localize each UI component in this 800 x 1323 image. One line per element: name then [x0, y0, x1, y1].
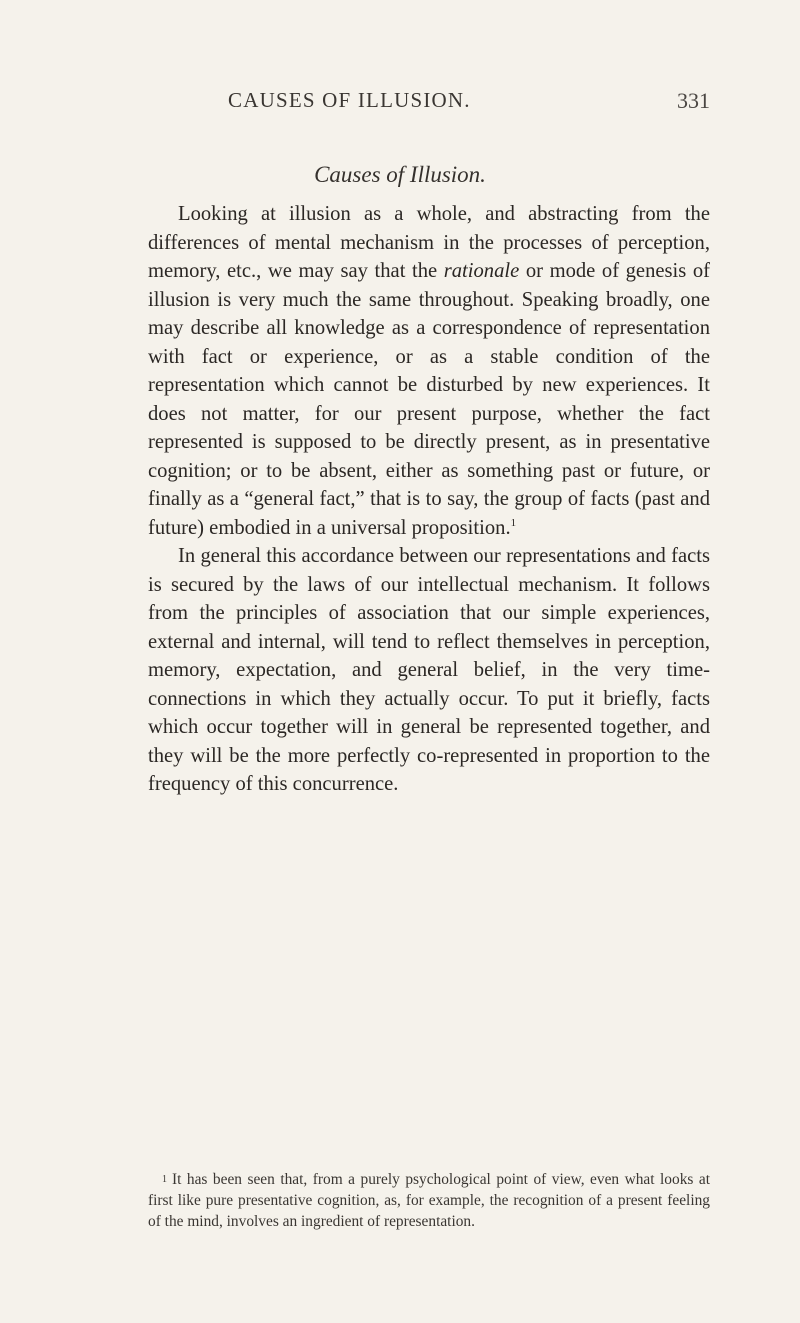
footnote-text: It has been seen that, from a purely psychological point of view, even what looks at first like pure presentative cognition, as, for example, the recognition of a present feeling of the mind, involves an ingredient of representation.: [148, 1171, 710, 1230]
footnote: [148, 1169, 710, 1232]
paragraph-1-before: Looking at illusion as a whole, and abstracting from the differences of mental mechanism in the processes of perception, memory, etc., we may say that the: [148, 203, 710, 282]
footnote-reference[interactable]: 1: [510, 516, 517, 529]
running-title: CAUSES OF ILLUSION.: [228, 88, 471, 112]
running-head: [150, 88, 710, 118]
page-number: 331: [677, 88, 710, 113]
paragraph-1: [148, 200, 710, 542]
section-title: Causes of Illusion.: [314, 162, 486, 187]
body-text: [148, 200, 710, 799]
emphasis-rationale: rationale: [443, 260, 520, 282]
footnote-marker: 1: [162, 1174, 167, 1185]
paragraph-1-after: or mode of genesis of illusion is very much the same throughout. Speaking broadly, one may describe all knowledge as a correspondence of representation with fact or experience, or as a stable condition of the representation which cannot be disturbed by new experiences. It does not matter, for our present purpose, whether the fact represented is supposed to be directly present, as in presentative cognition; or to be absent, either as something past or future, or finally as a “general fact,” that is to say, the group of facts (past and future) embodied in a universal proposition.: [148, 260, 710, 539]
paragraph-2: In general this accordance between our representations and facts is secured by the laws of our intellectual mechanism. It follows from the principles of association that our simple experiences, external and internal, will tend to reflect themselves in perception, memory, expectation, and general belief, in the very time-connections in which they actually occur. To put it briefly, facts which occur together will in general be represented together, and they will be the more perfectly co-represented in proportion to the frequency of this concurrence.: [148, 545, 710, 795]
